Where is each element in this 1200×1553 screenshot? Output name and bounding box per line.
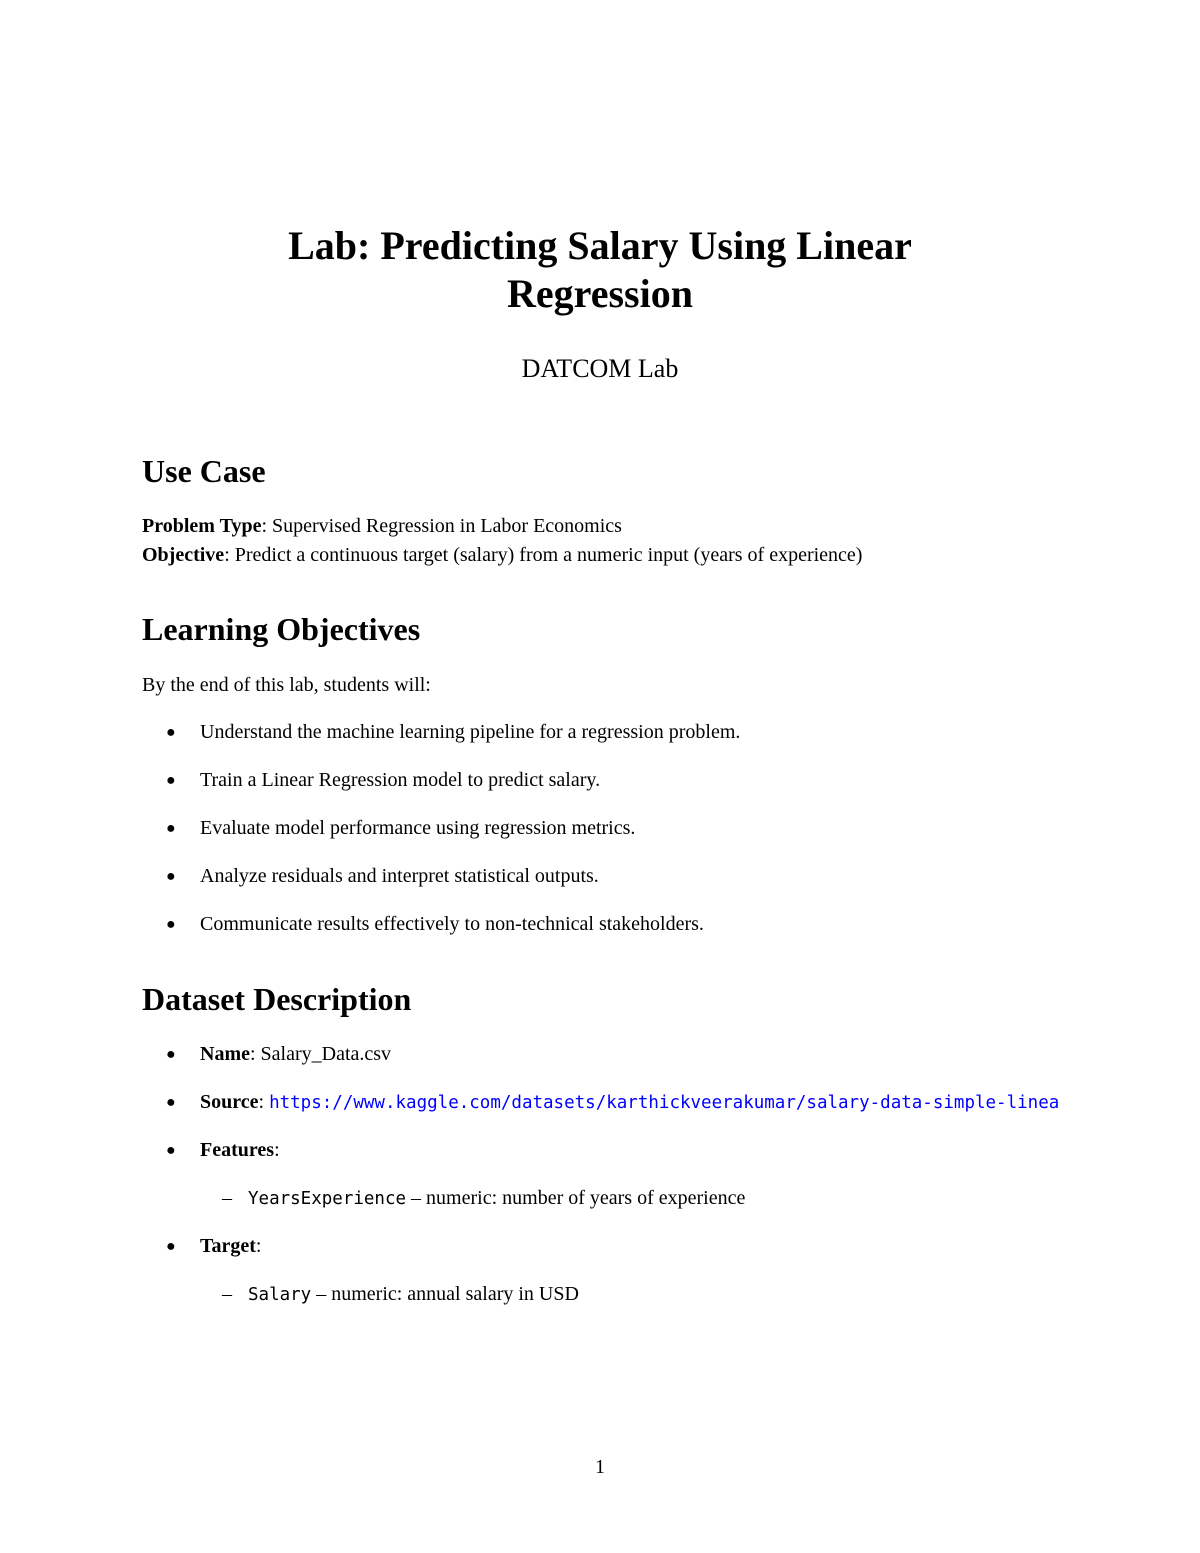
bullet-icon: ● — [166, 868, 176, 885]
bullet-icon: ● — [166, 772, 176, 789]
dataset-name-item — [166, 1040, 391, 1069]
learning-objectives-heading: Learning Objectives — [142, 611, 421, 647]
dash-icon: – — [222, 1283, 232, 1305]
dash-icon: – — [222, 1187, 232, 1209]
list-item-text: Communicate results effectively to non-technical stakeholders. — [200, 913, 704, 935]
objective-line — [142, 541, 862, 569]
problem-type-line — [142, 512, 622, 540]
bullet-icon: ● — [166, 820, 176, 837]
problem-type-value: : Supervised Regression in Labor Economics — [261, 515, 622, 537]
dataset-features-item — [166, 1136, 280, 1165]
bullet-icon: ● — [166, 1238, 176, 1255]
bullet-icon: ● — [166, 724, 176, 741]
use-case-heading: Use Case — [142, 453, 266, 489]
target-description: – numeric: annual salary in USD — [311, 1283, 579, 1305]
dataset-features-separator: : — [274, 1139, 280, 1161]
dataset-source-label: Source — [200, 1091, 259, 1113]
list-item-text: Understand the machine learning pipeline for a regression problem. — [200, 721, 741, 743]
feature-sub-item — [222, 1184, 745, 1213]
objective-value: : Predict a continuous target (salary) from a numeric input (years of experience) — [224, 544, 863, 566]
target-name: Salary — [248, 1285, 312, 1305]
page-number: 1 — [595, 1456, 605, 1478]
dataset-target-label: Target — [200, 1235, 256, 1257]
dataset-features-label: Features — [200, 1139, 275, 1161]
list-item-text: Analyze residuals and interpret statistical outputs. — [200, 865, 599, 887]
bullet-icon: ● — [166, 1094, 176, 1111]
feature-description: – numeric: number of years of experience — [406, 1187, 746, 1209]
problem-type-label: Problem Type — [142, 515, 262, 537]
dataset-name-value: : Salary_Data.csv — [249, 1043, 392, 1065]
learning-objectives-intro: By the end of this lab, students will: — [142, 674, 431, 696]
bullet-icon: ● — [166, 1046, 176, 1063]
dataset-target-separator: : — [255, 1235, 262, 1257]
list-item — [166, 862, 599, 891]
objective-label: Objective — [142, 544, 225, 566]
dataset-description-heading: Dataset Description — [142, 981, 412, 1017]
list-item — [166, 814, 635, 843]
dataset-source-item — [166, 1088, 1059, 1117]
list-item-text: Train a Linear Regression model to predict salary. — [200, 769, 601, 791]
document-title — [0, 222, 1200, 318]
dataset-name-label: Name — [200, 1043, 250, 1065]
target-sub-item — [222, 1280, 579, 1309]
bullet-icon: ● — [166, 1142, 176, 1159]
dataset-target-item — [166, 1232, 261, 1261]
title-line-2: Regression — [507, 271, 693, 316]
list-item — [166, 910, 704, 939]
title-line-1: Lab: Predicting Salary Using Linear — [288, 223, 912, 268]
list-item — [166, 718, 740, 747]
dataset-source-link[interactable]: https://www.kaggle.com/datasets/karthickveerakumar/salary-data-simple-linea — [269, 1093, 1060, 1113]
feature-name: YearsExperience — [248, 1189, 407, 1209]
list-item-text: Evaluate model performance using regression metrics. — [200, 817, 636, 839]
list-item — [166, 766, 600, 795]
bullet-icon: ● — [166, 916, 176, 933]
dataset-source-separator: : — [258, 1091, 265, 1113]
document-author: DATCOM Lab — [521, 354, 679, 383]
